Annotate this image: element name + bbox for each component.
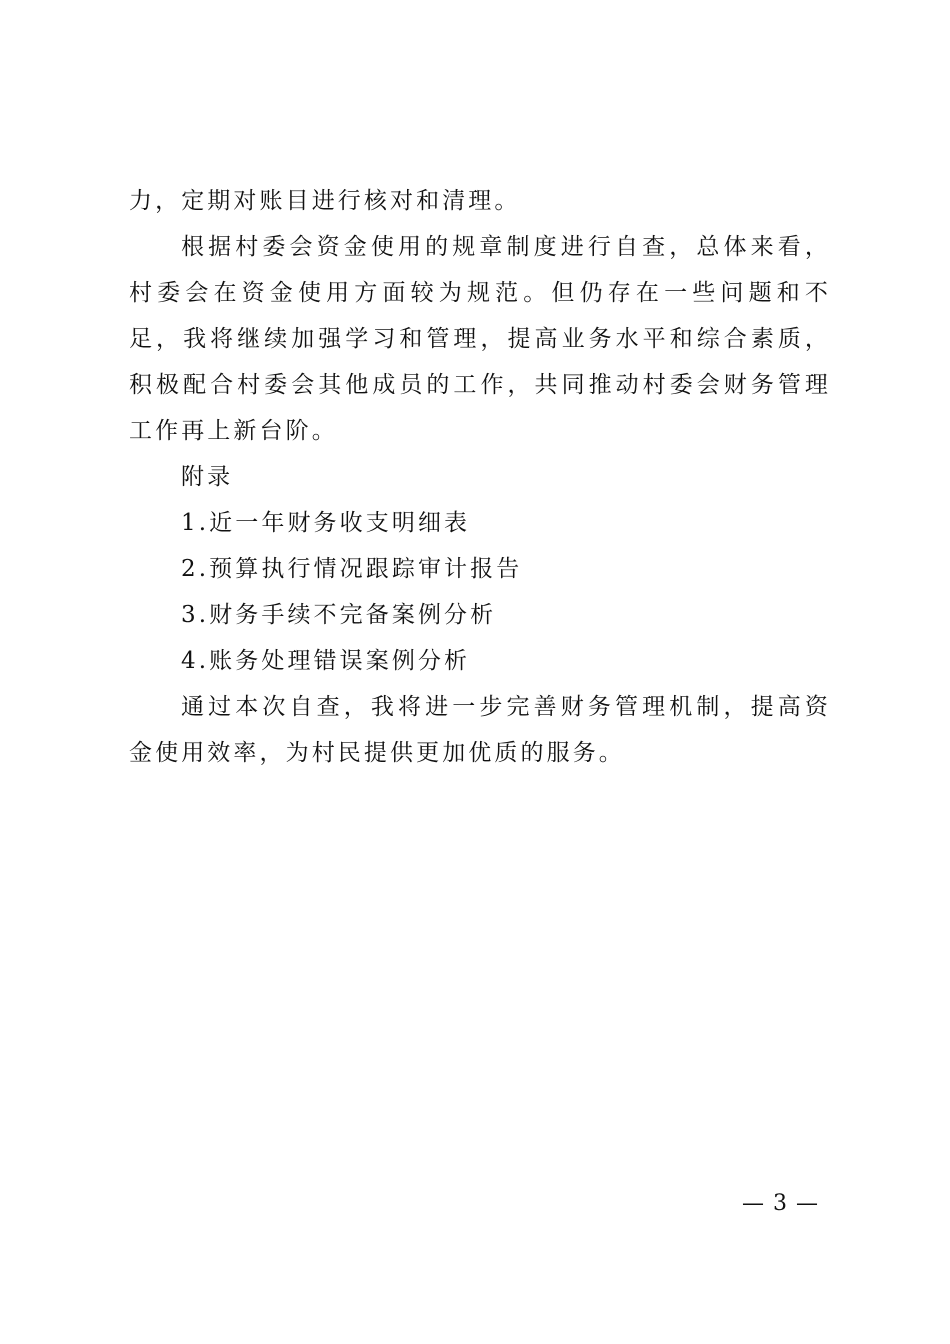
appendix-heading: 附录	[181, 464, 234, 490]
document-body	[129, 178, 831, 776]
closing-paragraph: 通过本次自查，我将进一步完善财务管理机制，提高资金使用效率，为村民提供更加优质的服务。	[129, 694, 831, 766]
appendix-item-2: 2.预算执行情况跟踪审计报告	[181, 556, 523, 582]
appendix-item-3: 3.财务手续不完备案例分析	[181, 602, 497, 628]
appendix-item-1: 1.近一年财务收支明细表	[181, 510, 471, 536]
page-number: — 3 —	[742, 1191, 819, 1216]
appendix-item-4: 4.账务处理错误案例分析	[181, 648, 471, 674]
self-check-summary-paragraph: 根据村委会资金使用的规章制度进行自查，总体来看，村委会在资金使用方面较为规范。但仍存在一些问题和不足，我将继续加强学习和管理，提高业务水平和综合素质，积极配合村委会其他成员的工作，共同推动村委会财务管理工作再上新台阶。	[129, 234, 831, 444]
continued-paragraph: 力，定期对账目进行核对和清理。	[129, 188, 521, 214]
